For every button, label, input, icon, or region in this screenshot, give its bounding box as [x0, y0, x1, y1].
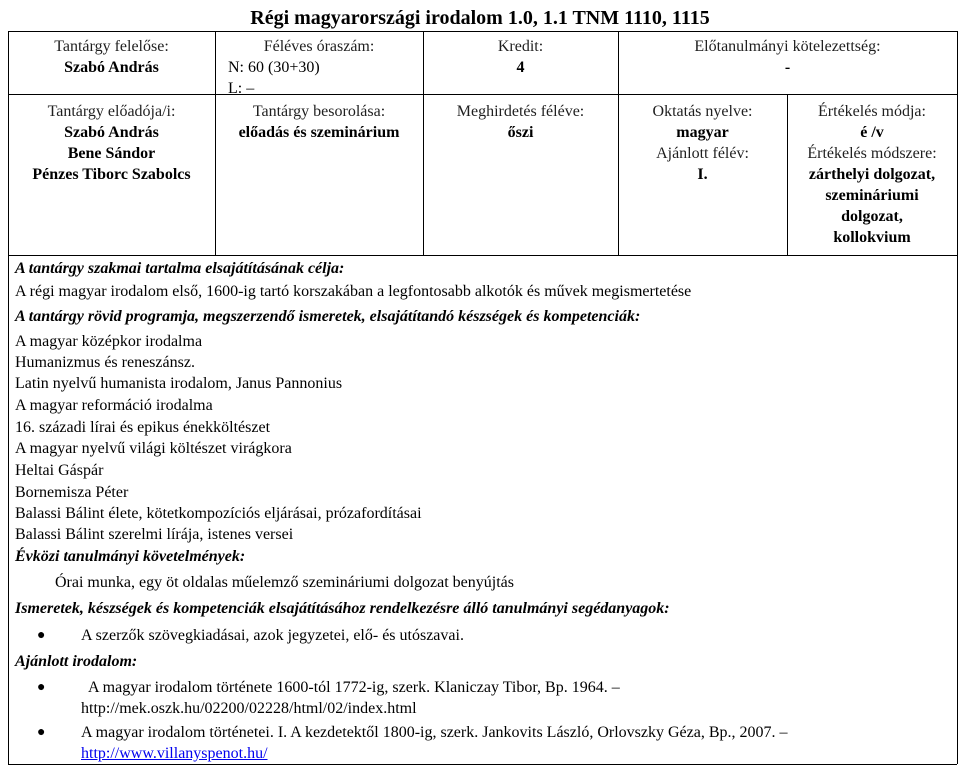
segedanyagok-text: A szerzők szövegkiadásai, azok jegyzetei, elő- és utószavai.: [81, 627, 464, 644]
page-title: Régi magyarországi irodalom 1.0, 1.1 TNM 1110, 1115: [250, 7, 710, 29]
meghirdetes-cell: [423, 101, 618, 143]
program-item: Balassi Bálint élete, kötetkompozíciós eljárásai, prózafordításai: [15, 505, 422, 522]
irodalom-item-1-line-1: A magyar irodalom története 1600-tól 1772-ig, szerk. Klaniczay Tibor, Bp. 1964. –: [88, 679, 620, 696]
bullet-icon: ●: [37, 628, 46, 643]
ajanlott-felev-value: I.: [697, 166, 708, 183]
kovetelmenyek-heading: Évközi tanulmányi követelmények:: [15, 548, 246, 565]
oraszam-l: L: –: [228, 80, 255, 97]
program-item: A magyar reformáció irodalma: [15, 397, 213, 414]
program-item: Latin nyelvű humanista irodalom, Janus Pannonius: [15, 375, 343, 392]
nyelv-label: Oktatás nyelve:: [652, 103, 753, 120]
meghirdetes-value: őszi: [507, 124, 534, 141]
kredit-label: Kredit:: [497, 38, 544, 55]
meghirdetes-label: Meghirdetés féléve:: [456, 103, 585, 120]
oraszam-cell: [215, 36, 423, 99]
program-item: Heltai Gáspár: [15, 462, 104, 479]
ertekeles-modszer-line-4: kollokvium: [833, 229, 911, 246]
table-border-bottom: [8, 764, 957, 765]
row-divider-2: [8, 255, 957, 256]
oraszam-n: N: 60 (30+30): [228, 59, 320, 76]
irodalom-item-2-line-1: A magyar irodalom történetei. I. A kezdetektől 1800-ig, szerk. Jankovits László, Orlovszky Géza, Bp., 2007. –: [81, 724, 788, 741]
ajanlott-felev-label: Ajánlott félév:: [656, 145, 749, 162]
segedanyagok-heading: Ismeretek, készségek és kompetenciák elsajátításához rendelkezésre álló tanulmányi segédanyagok:: [15, 600, 670, 617]
felelos-name: Szabó András: [64, 59, 159, 76]
elotanulmanyi-cell: [618, 36, 957, 78]
villanyspenot-link[interactable]: http://www.villanyspenot.hu/: [81, 745, 268, 762]
eloado-name-1: Szabó András: [64, 124, 159, 141]
kovetelmenyek-text: Órai munka, egy öt oldalas műelemző szemináriumi dolgozat benyújtás: [55, 574, 514, 591]
kredit-cell: [423, 36, 618, 78]
nyelv-cell: [618, 101, 787, 185]
ertekeles-mod-value: é /v: [860, 124, 884, 141]
bullet-icon: ●: [37, 680, 46, 695]
felelos-cell: [8, 36, 215, 78]
program-item: A magyar nyelvű világi költészet virágkora: [15, 440, 292, 457]
program-item: Balassi Bálint szerelmi lírája, istenes versei: [15, 526, 294, 543]
elotanulmanyi-label: Előtanulmányi kötelezettség:: [694, 38, 881, 55]
besorolas-label: Tantárgy besorolása:: [252, 103, 386, 120]
bullet-icon: ●: [37, 725, 46, 740]
elotanulmanyi-value: -: [784, 59, 791, 76]
ertekeles-modszer-line-3: dolgozat,: [841, 208, 903, 225]
eloado-label: Tantárgy előadója/i:: [47, 103, 176, 120]
program-heading: A tantárgy rövid programja, megszerzendő ismeretek, elsajátítandó készségek és kompetenciák:: [15, 308, 641, 325]
row-divider-1: [8, 94, 957, 95]
ertekeles-modszer-label: Értékelés módszere:: [807, 145, 937, 162]
program-item: 16. századi lírai és epikus énekköltészet: [15, 419, 271, 436]
table-border-right: [957, 31, 958, 764]
eloado-name-2: Bene Sándor: [67, 145, 156, 162]
felelos-label: Tantárgy felelőse:: [54, 38, 169, 55]
irodalom-heading: Ajánlott irodalom:: [15, 653, 138, 670]
program-item: Bornemisza Péter: [15, 484, 129, 501]
program-item: A magyar középkor irodalma: [15, 333, 203, 350]
eloado-name-3: Pénzes Tiborc Szabolcs: [32, 166, 191, 183]
nyelv-value: magyar: [676, 124, 729, 141]
oraszam-label: Féléves óraszám:: [263, 38, 375, 55]
irodalom-item-1-line-2: http://mek.oszk.hu/02200/02228/html/02/index.html: [81, 700, 417, 717]
besorolas-cell: [215, 101, 423, 143]
ertekeles-modszer-line-1: zárthelyi dolgozat,: [808, 166, 936, 183]
eloado-cell: [8, 101, 215, 185]
cel-text: A régi magyar irodalom első, 1600-ig tartó korszakában a legfontosabb alkotók és művek megismertetése: [15, 283, 692, 300]
program-item: Humanizmus és reneszánsz.: [15, 354, 195, 371]
kredit-value: 4: [516, 59, 525, 76]
ertekeles-cell: [787, 101, 957, 248]
cel-heading: A tantárgy szakmai tartalma elsajátításának célja:: [15, 260, 345, 277]
table-border-top: [8, 31, 957, 32]
besorolas-value: előadás és szeminárium: [238, 124, 400, 141]
ertekeles-modszer-line-2: szemináriumi: [825, 187, 919, 204]
ertekeles-mod-label: Értékelés módja:: [818, 103, 926, 120]
